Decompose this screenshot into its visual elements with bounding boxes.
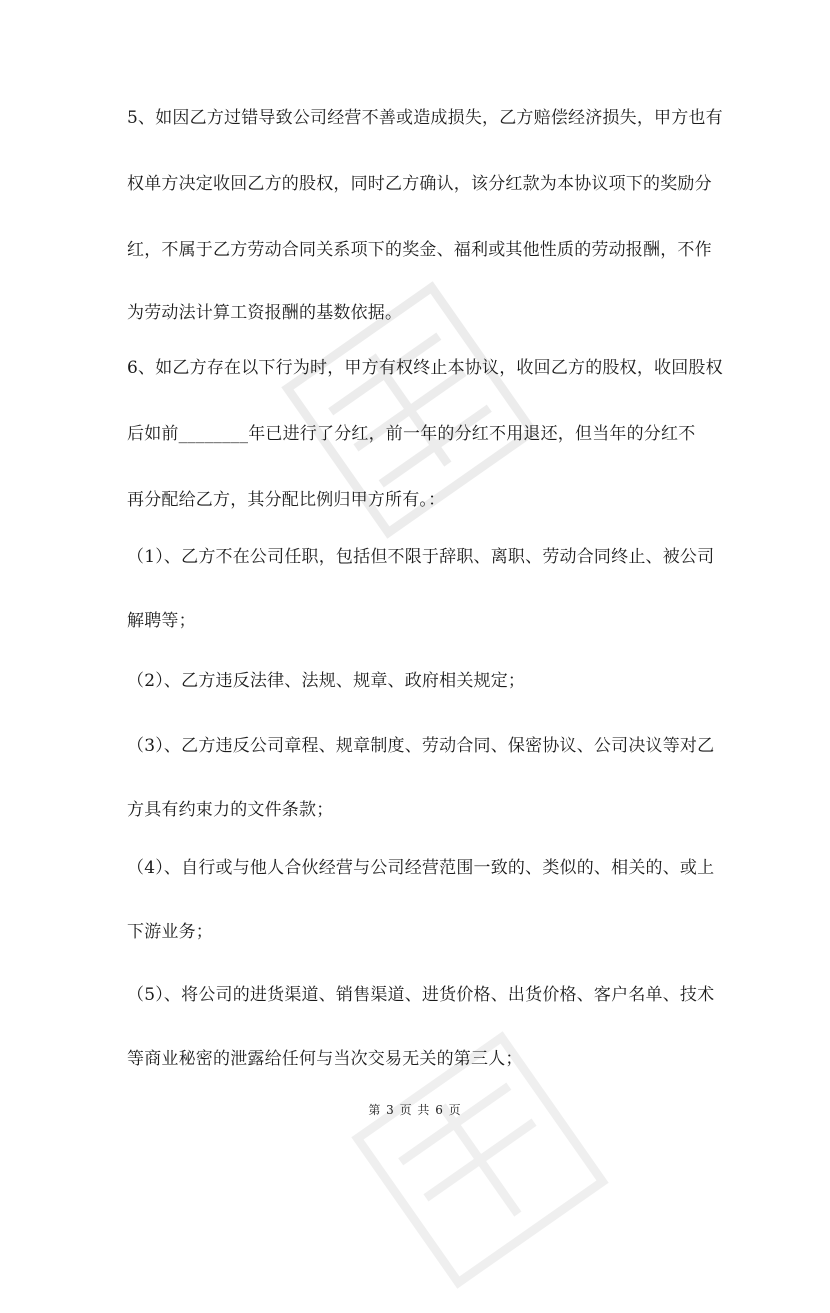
paragraph-line: 后如前________年已进行了分红，前一年的分红不用退还，但当年的分红不 xyxy=(127,424,696,444)
paragraph-line: 红，不属于乙方劳动合同关系项下的奖金、福利或其他性质的劳动报酬，不作 xyxy=(127,240,712,260)
paragraph-line: 为劳动法计算工资报酬的基数依据。 xyxy=(127,303,403,323)
list-item-2-line: （2）、乙方违反法律、法规、规章、政府相关规定； xyxy=(127,671,526,691)
paragraph-line: 权单方决定收回乙方的股权，同时乙方确认，该分红款为本协议项下的奖励分 xyxy=(127,174,712,194)
list-item-1-line: （1）、乙方不在公司任职，包括但不限于辞职、离职、劳动合同终止、被公司 xyxy=(127,547,715,567)
list-item-1-line: 解聘等； xyxy=(127,611,196,631)
list-item-3-line: （3）、乙方违反公司章程、规章制度、劳动合同、保密协议、公司决议等对乙 xyxy=(127,736,715,756)
list-item-4-line: （4）、自行或与他人合伙经营与公司经营范围一致的、类似的、相关的、或上 xyxy=(127,858,715,878)
list-item-4-line: 下游业务； xyxy=(127,922,213,942)
paragraph-line: 5、如因乙方过错导致公司经营不善或造成损失，乙方赔偿经济损失，甲方也有 xyxy=(127,108,723,128)
list-item-5-line: 等商业秘密的泄露给任何与当次交易无关的第三人； xyxy=(127,1049,523,1069)
list-item-5-line: （5）、将公司的进货渠道、销售渠道、进货价格、出货价格、客户名单、技术 xyxy=(127,985,715,1005)
paragraph-line: 再分配给乙方，其分配比例归甲方所有。： xyxy=(127,490,446,510)
page-footer: 第 3 页 共 6 页 xyxy=(368,1103,462,1117)
paragraph-line: 6、如乙方存在以下行为时，甲方有权终止本协议，收回乙方的股权，收回股权 xyxy=(127,358,723,378)
list-item-3-line: 方具有约束力的文件条款； xyxy=(127,800,334,820)
